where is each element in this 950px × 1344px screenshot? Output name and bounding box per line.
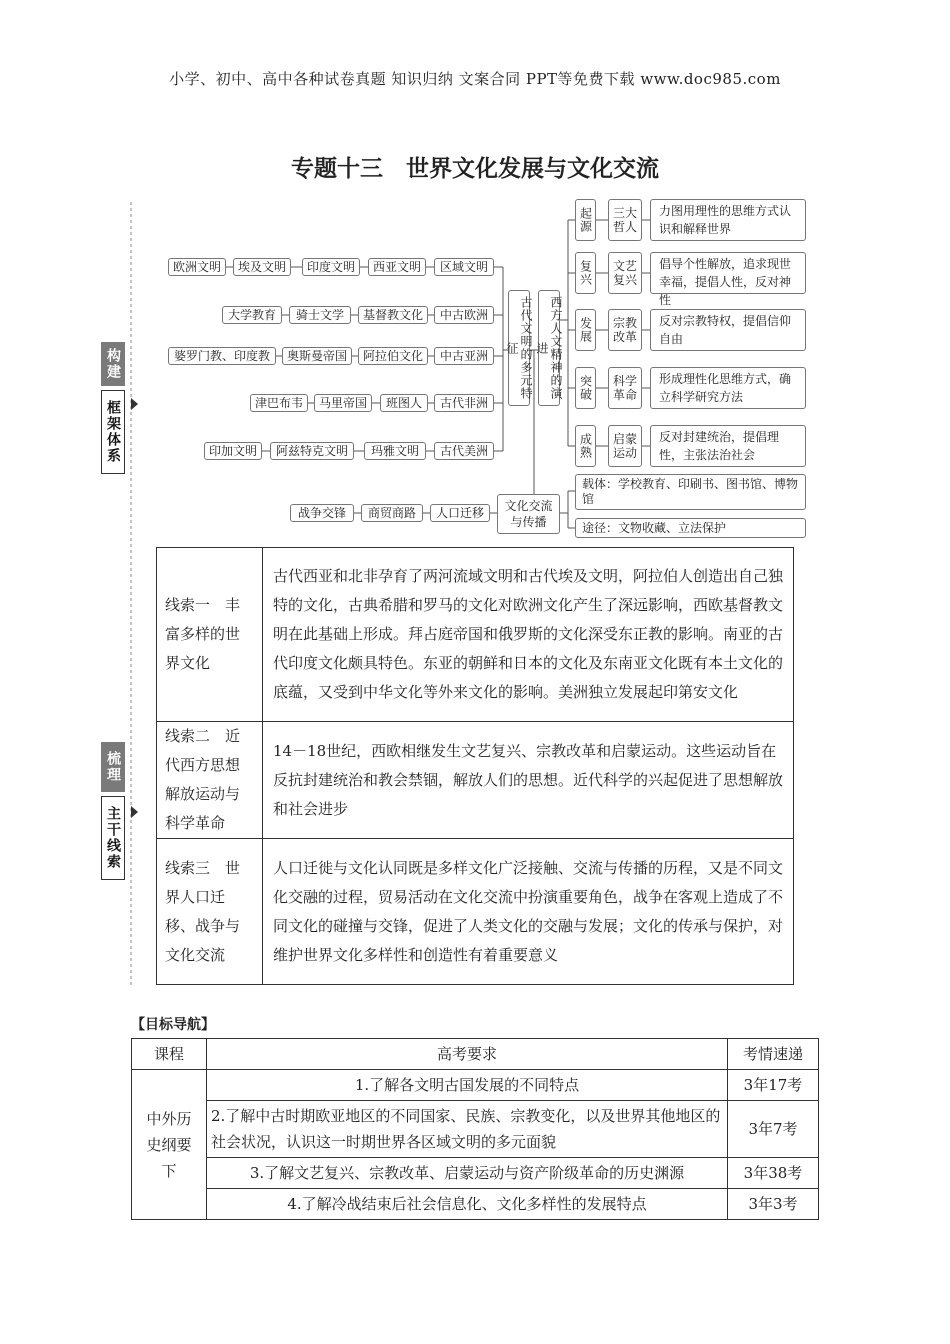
exchange-route: 途径：文物收藏、立法保护 [575,518,806,538]
exchange-item-migration: 人口迁移 [430,504,490,522]
clue-table [156,547,794,985]
requirement-cell: 4.了解冷战结束后社会信息化、文化多样性的发展特点 [207,1189,728,1220]
header-requirement: 高考要求 [207,1039,728,1070]
stage-maturity-text: 成熟 [578,433,593,459]
table-row [157,839,794,985]
diagram-center-humanism [535,290,563,406]
frequency-cell: 3年7考 [728,1101,819,1158]
diagram-item-zimbabwe: 津巴布韦 [250,394,308,412]
desc-breakthrough: 形成理性化思维方式，确立科学研究方法 [650,367,806,409]
stage-maturity [575,425,596,467]
diagram-item-europe: 欧洲文明 [168,258,226,276]
requirement-cell: 1.了解各文明古国发展的不同特点 [207,1070,728,1101]
diagram-item-mali: 马里帝国 [314,394,372,412]
diagram-hub-regional: 区域文明 [434,258,494,276]
page-header: 小学、初中、高中各种试卷真题 知识归纳 文案合同 PPT等免费下载 www.doc985.com [169,70,781,88]
diagram-item-bantu: 班图人 [380,394,428,412]
topic-three-philosophers-text: 三大哲人 [612,206,637,234]
diagram-item-christian: 基督教文化 [358,306,428,324]
diagram-hub-ancient-africa: 古代非洲 [434,394,494,412]
diagram-item-inca: 印加文明 [204,442,262,460]
stage-development [575,309,596,351]
diagram-item-west-asia: 西亚文明 [368,258,426,276]
table-row [132,1070,819,1101]
table-row [157,548,794,722]
table-row [132,1158,819,1189]
requirement-cell: 3.了解文艺复兴、宗教改革、启蒙运动与资产阶级革命的历史渊源 [207,1158,728,1189]
topic-enlightenment-text: 启蒙运动 [612,432,637,460]
desc-origin: 力图用理性的思维方式认识和解释世界 [650,199,806,241]
exchange-hub-text: 文化交流与传播 [504,499,553,529]
header-frequency: 考情速递 [728,1039,819,1070]
table-row [132,1189,819,1220]
stage-breakthrough [575,367,596,409]
clue-value: 人口迁徙与文化认同既是多样文化广泛接触、交流与传播的历程，又是不同文化交融的过程，贸易活动在文化交流中扮演重要角色，战争在客观上造成了不同文化的碰撞与交锋，促进了人类文化的交融与发展；文化的传承与保护，对维护世界文化多样性和创造性有着重要意义 [263,839,794,985]
frequency-cell: 3年38考 [728,1158,819,1189]
diagram-center-humanism-text: 西方人文精神的演进 [535,296,563,400]
stage-origin [575,199,596,241]
exchange-carrier: 载体：学校教育、印刷书、图书馆、博物馆 [575,474,806,510]
clue-value: 14－18世纪，西欧相继发生文艺复兴、宗教改革和启蒙运动。这些运动旨在反抗封建统治和教会禁锢，解放人们的思想。近代科学的兴起促进了思想解放和社会进步 [263,722,794,839]
topic-three-philosophers [608,199,642,241]
frequency-cell: 3年17考 [728,1070,819,1101]
diagram-item-university: 大学教育 [222,306,282,324]
topic-renaissance-text: 文艺复兴 [612,259,637,287]
goal-table [131,1038,819,1220]
desc-revival: 倡导个性解放，追求现世幸福，提倡人性，反对神性 [650,252,806,294]
stage-development-text: 发展 [578,317,593,343]
diagram-hub-medieval-europe: 中古欧洲 [434,306,494,324]
stage-revival [575,252,596,294]
table-row [132,1101,819,1158]
clue-value: 古代西亚和北非孕育了两河流域文明和古代埃及文明，阿拉伯人创造出自己独特的文化，古典希腊和罗马的文化对欧洲文化产生了深远影响，西欧基督教文明在此基础上形成。拜占庭帝国和俄罗斯的文化深受东正教的影响。南亚的古代印度文化颇具特色。东亚的朝鲜和日本的文化及东南亚文化既有本土文化的底蕴，又受到中华文化等外来文化的影响。美洲独立发展起印第安文化 [263,548,794,722]
diagram-hub-medieval-asia: 中古亚洲 [434,347,494,365]
exchange-hub [497,494,560,534]
stage-origin-text: 起源 [578,207,593,233]
diagram-item-ottoman: 奥斯曼帝国 [282,347,352,365]
topic-scientific-revolution-text: 科学革命 [612,374,637,402]
stage-revival-text: 复兴 [578,260,593,286]
diagram-item-india: 印度文明 [302,258,360,276]
topic-reformation-text: 宗教改革 [612,316,637,344]
topic-scientific-revolution [608,367,642,409]
stage-breakthrough-text: 突破 [578,375,593,401]
table-header-row [132,1039,819,1070]
clue-key: 线索一 丰富多样的世界文化 [157,548,263,722]
diagram-item-arab: 阿拉伯文化 [358,347,428,365]
side-label-main-clues: 主干线索 [101,796,125,880]
header-course: 课程 [132,1039,207,1070]
diagram-item-aztec: 阿兹特克文明 [270,442,354,460]
exchange-item-trade: 商贸商路 [361,504,423,522]
goal-nav-heading: 【目标导航】 [131,1017,215,1033]
exchange-item-war: 战争交锋 [290,504,354,522]
requirement-cell: 2.了解中古时期欧亚地区的不同国家、民族、宗教变化，以及世界其他地区的社会状况，认识这一时期世界各区域文明的多元面貌 [207,1101,728,1158]
clue-key: 线索二 近代西方思想解放运动与科学革命 [157,722,263,839]
topic-enlightenment [608,425,642,467]
desc-maturity: 反对封建统治，提倡理性，主张法治社会 [650,425,806,467]
page-title: 专题十三 世界文化发展与文化交流 [291,156,659,182]
topic-renaissance [608,252,642,294]
diagram-center-diversity-text: 古代文明的多元特征 [505,296,533,400]
diagram-hub-ancient-america: 古代美洲 [434,442,494,460]
table-row [157,722,794,839]
side-label-sort: 梳理 [101,742,125,792]
side-label-framework: 框架体系 [101,390,125,474]
diagram-item-knight-lit: 骑士文学 [289,306,351,324]
diagram-center-diversity [505,290,533,406]
course-cell: 中外历史纲要下 [132,1070,207,1220]
diagram-item-maya: 玛雅文明 [364,442,426,460]
diagram-item-hinduism: 婆罗门教、印度教 [168,347,276,365]
frequency-cell: 3年3考 [728,1189,819,1220]
clue-key: 线索三 世界人口迁移、战争与文化交流 [157,839,263,985]
topic-reformation [608,309,642,351]
diagram-item-egypt: 埃及文明 [233,258,291,276]
desc-development: 反对宗教特权，提倡信仰自由 [650,309,806,351]
side-label-build: 构建 [101,342,125,386]
